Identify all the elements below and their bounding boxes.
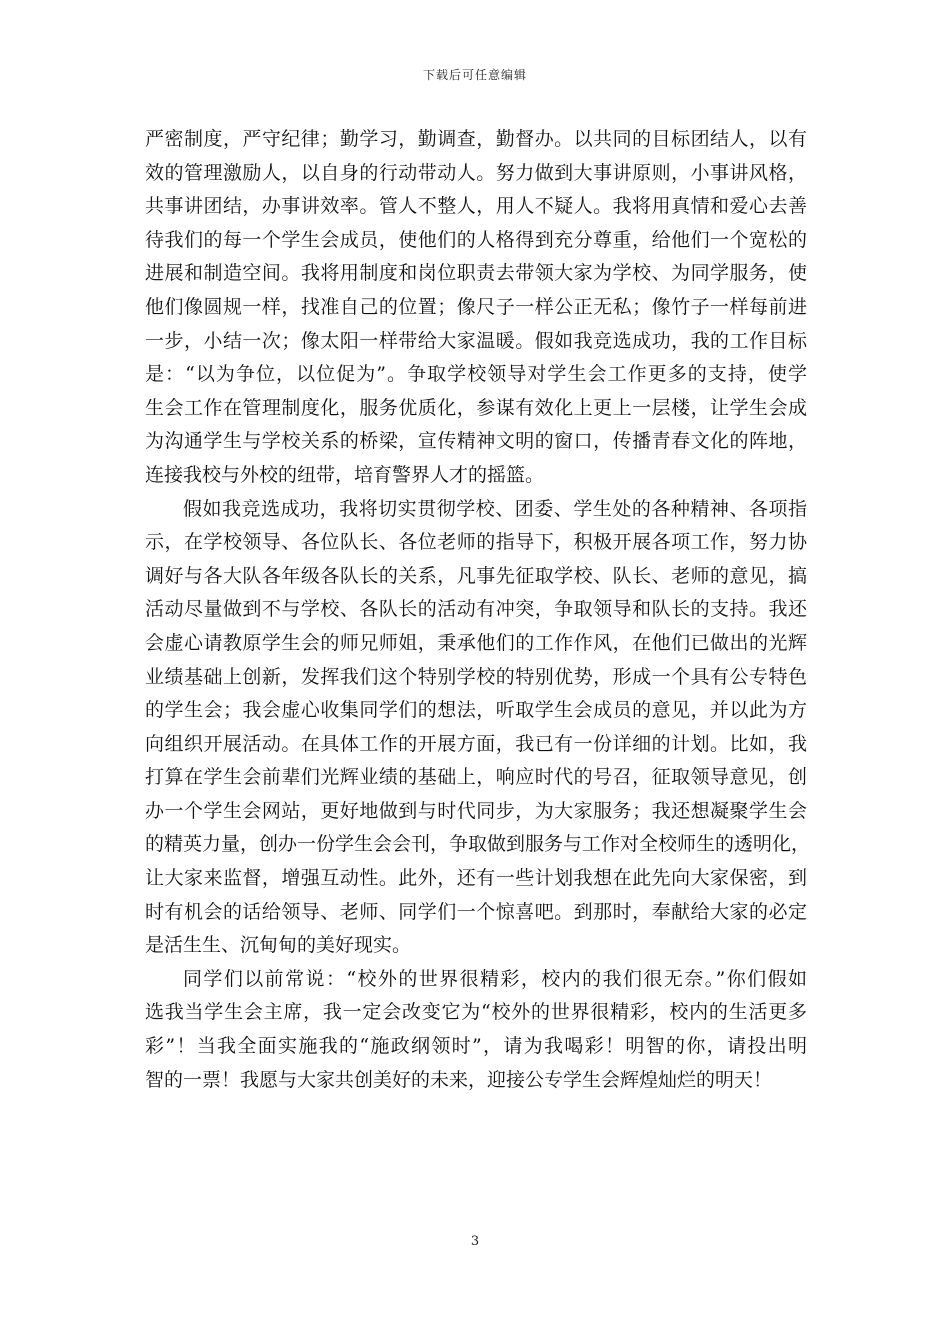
text-line: 严密制度，严守纪律；勤学习，勤调查，勤督办。以共同的目标团结人，以有 bbox=[145, 128, 807, 150]
paragraph-2 bbox=[145, 493, 811, 963]
text-line: 效的管理激励人，以自身的行动带动人。努力做到大事讲原则，小事讲风格， bbox=[145, 161, 807, 184]
text-line: 选我当学生会主席，我一定会改变它为“校外的世界很精彩，校内的生活更多 bbox=[145, 1001, 807, 1024]
page-number: 3 bbox=[470, 1234, 480, 1249]
text-line: 的精英力量，创办一份学生会会刊，争取做到服务与工作对全校师生的透明化， bbox=[145, 833, 811, 856]
paragraph-1 bbox=[145, 123, 807, 493]
text-line: 假如我竞选成功，我将切实贯彻学校、团委、学生处的各种精神、各项指 bbox=[183, 497, 807, 520]
text-line: 智的一票！我愿与大家共创美好的未来，迎接公专学生会辉煌灿烂的明天！ bbox=[145, 1068, 773, 1091]
text-line: 让大家来监督，增强互动性。此外，还有一些计划我想在此先向大家保密，到 bbox=[145, 867, 807, 890]
text-line: 是：“以为争位，以位促为”。争取学校领导对学生会工作更多的支持，使学 bbox=[145, 363, 807, 386]
page-header: 下载后可任意编辑 bbox=[422, 68, 527, 82]
text-line: 示，在学校领导、各位队长、各位老师的指导下，积极开展各项工作，努力协 bbox=[145, 531, 807, 554]
text-line: 的学生会；我会虚心收集同学们的想法，听取学生会成员的意见，并以此为方 bbox=[145, 699, 807, 722]
text-line: 调好与各大队各年级各队长的关系，凡事先征取学校、队长、老师的意见，搞 bbox=[145, 564, 807, 587]
document-body bbox=[145, 123, 811, 1097]
text-line: 共事讲团结，办事讲效率。管人不整人，用人不疑人。我将用真情和爱心去善 bbox=[145, 195, 807, 218]
text-line: 办一个学生会网站，更好地做到与时代同步，为大家服务；我还想凝聚学生会 bbox=[145, 799, 807, 822]
text-line: 是活生生、沉甸甸的美好现实。 bbox=[145, 934, 412, 957]
text-line: 时有机会的话给领导、老师、同学们一个惊喜吧。到那时，奉献给大家的必定 bbox=[145, 900, 807, 923]
text-line: 他们像圆规一样，找准自己的位置；像尺子一样公正无私；像竹子一样每前进 bbox=[145, 295, 807, 318]
text-line: 活动尽量做到不与学校、各队长的活动有冲突，争取领导和队长的支持。我还 bbox=[145, 598, 807, 621]
text-line: 连接我校与外校的纽带，培育警界人才的摇篮。 bbox=[145, 463, 545, 486]
text-line: 待我们的每一个学生会成员，使他们的人格得到充分尊重，给他们一个宽松的 bbox=[145, 228, 807, 251]
text-line: 彩”！当我全面实施我的“施政纲领时”，请为我喝彩！明智的你，请投出明 bbox=[145, 1035, 807, 1058]
text-line: 向组织开展活动。在具体工作的开展方面，我已有一份详细的计划。比如，我 bbox=[145, 732, 807, 755]
paragraph-3 bbox=[145, 963, 807, 1097]
text-line: 会虚心请教原学生会的师兄师姐，秉承他们的工作作风，在他们已做出的光辉 bbox=[145, 631, 807, 654]
text-line: 进展和制造空间。我将用制度和岗位职责去带领大家为学校、为同学服务，使 bbox=[145, 262, 807, 285]
text-line: 一步，小结一次；像太阳一样带给大家温暖。假如我竞选成功，我的工作目标 bbox=[145, 329, 807, 352]
text-line: 同学们以前常说：“校外的世界很精彩，校内的我们很无奈。”你们假如 bbox=[183, 967, 807, 990]
text-line: 生会工作在管理制度化，服务优质化，参谋有效化上更上一层楼，让学生会成 bbox=[145, 396, 807, 419]
text-line: 业绩基础上创新，发挥我们这个特别学校的特别优势，形成一个具有公专特色 bbox=[145, 665, 807, 688]
text-line: 为沟通学生与学校关系的桥梁，宣传精神文明的窗口，传播青春文化的阵地， bbox=[145, 430, 807, 453]
text-line: 打算在学生会前辈们光辉业绩的基础上，响应时代的号召，征取领导意见，创 bbox=[145, 766, 807, 789]
